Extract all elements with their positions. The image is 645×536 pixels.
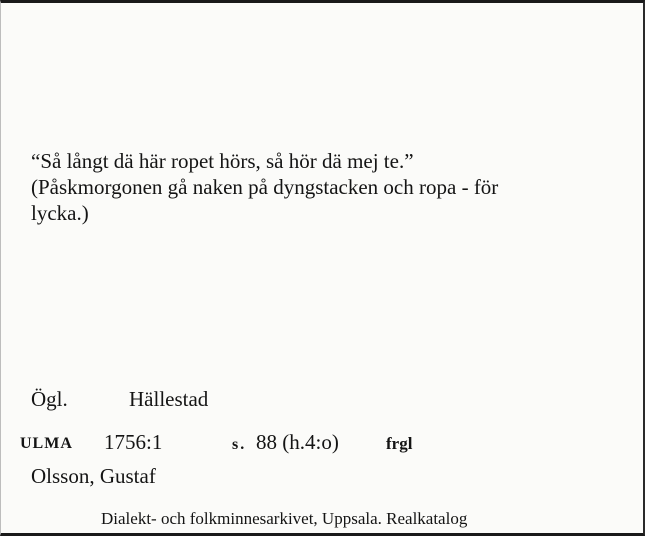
quote-text (31, 148, 616, 226)
parish: Hällestad (129, 387, 209, 411)
page-reference: 88 (h.4:o) (256, 430, 339, 454)
accession-number: 1756:1 (104, 430, 163, 454)
quote-line: lycka.) (31, 201, 89, 225)
archive-code: ULMA (20, 435, 73, 452)
province: Ögl. (31, 387, 68, 411)
category-code: frgl (386, 434, 413, 453)
page-label: s. (232, 436, 247, 453)
archive-footer: Dialekt- och folkminnesarkivet, Uppsala. Realkatalog (101, 509, 468, 528)
collector-name: Olsson, Gustaf (31, 464, 156, 488)
quote-line: “Så långt dä här ropet hörs, så hör dä mej te.” (31, 149, 414, 173)
quote-line: (Påskmorgonen gå naken på dyngstacken och ropa - för (31, 175, 499, 199)
reference-row (20, 429, 620, 455)
location-row (31, 386, 209, 412)
